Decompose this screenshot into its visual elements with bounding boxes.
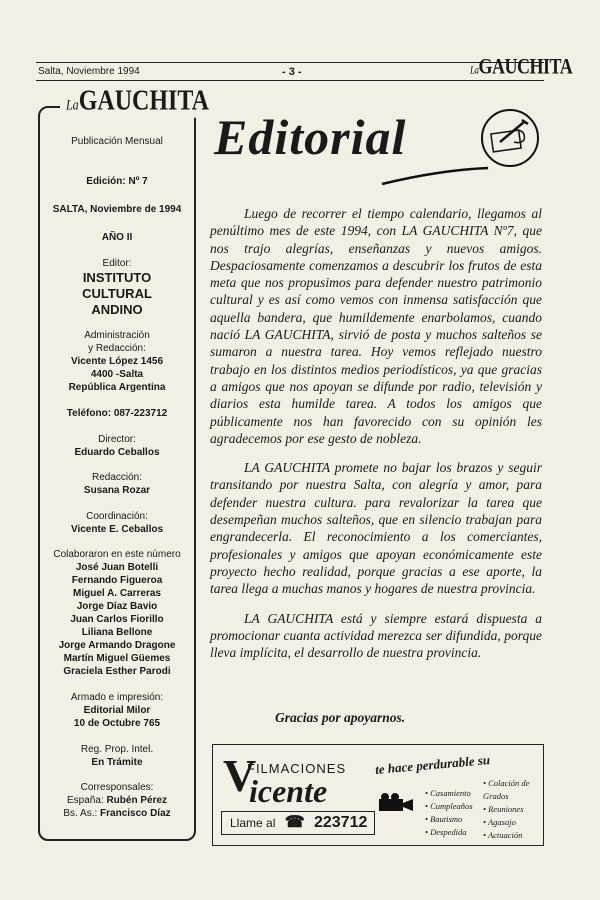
- collaborator: Martín Miguel Güemes: [63, 653, 171, 664]
- writing-hand-icon: [478, 108, 542, 168]
- printer: Editorial Milor: [83, 705, 151, 716]
- editorial-title: Editorial: [214, 109, 407, 165]
- masthead-box: [38, 85, 209, 841]
- coord: Vicente E. Ceballos: [70, 524, 164, 535]
- page-number: - 3 -: [282, 66, 302, 78]
- ad-phone: 223712: [313, 814, 368, 831]
- issue-date: SALTA, Noviembre de 1994: [52, 204, 182, 215]
- ad-filmaciones: FILMACIONES: [247, 761, 347, 776]
- corr-label: Corresponsales:: [80, 782, 154, 793]
- collaborator: Graciela Esther Parodi: [63, 666, 171, 677]
- video-camera-icon: [377, 793, 417, 815]
- correspondent: España: Rubén Pérez: [66, 795, 168, 806]
- masthead-logo: LaGAUCHITA: [60, 85, 215, 117]
- paragraph: LA GAUCHITA está y siempre estará dispuesta a promocionar cuanta actividad merezca ser difundida, porque lleva implícita, el desarrollo de nuestra provincia.: [210, 610, 542, 661]
- year: AÑO II: [101, 232, 133, 243]
- collaborator: Fernando Figueroa: [71, 575, 163, 586]
- edition: Edición: Nº 7: [86, 176, 148, 187]
- editor-line-1: INSTITUTO: [82, 270, 152, 285]
- header-date: Salta, Noviembre 1994: [38, 66, 140, 77]
- phone-icon: ☎: [284, 814, 305, 831]
- ad-initial: V: [223, 750, 257, 801]
- correspondent: Bs. As.: Francisco Díaz: [63, 808, 171, 819]
- admin-label-1: Administración: [84, 330, 150, 341]
- ad-phone-box: Llame al ☎ 223712: [221, 811, 375, 835]
- address-3: República Argentina: [68, 382, 166, 393]
- reg-label: Reg. Prop. Intel.: [80, 744, 154, 755]
- redaccion: Susana Rozar: [83, 485, 151, 496]
- collab-label: Colaboraron en este número: [53, 549, 181, 560]
- director: Eduardo Ceballos: [74, 447, 160, 458]
- ad-tagline: te hace perdurable su: [374, 752, 491, 777]
- redaccion-label: Redacción:: [91, 472, 143, 483]
- thanks-line: Gracias por apoyarnos.: [275, 710, 406, 725]
- address-2: 4400 -Salta: [90, 369, 144, 380]
- title-swoosh: [380, 166, 490, 186]
- collaborator: Miguel A. Carreras: [73, 588, 161, 599]
- events-right: • Colación de Grados • Reuniones • Agasajo • Actuación: [483, 778, 530, 840]
- advertisement: [212, 744, 544, 846]
- paragraph: LA GAUCHITA promete no bajar los brazos y seguir transitando por nuestra Salta, con alegría y amor, para defender nuestra cultura. para revalorizar la tarea que desempeñan muchos salteños, que en silencio trabajan para engrandecerla. El reconocimiento a los comerciantes, profesionales y amigos que apoyan económicamente este proyecto hecho realidad, porque gracias a ese aporte, la tarea llega a muchas manos y hogares de nuestra provincia.: [210, 460, 542, 597]
- editor-line-3: ANDINO: [91, 302, 143, 317]
- ad-brand: icente: [249, 773, 328, 809]
- header-rule-top: [36, 62, 544, 63]
- collaborator: Liliana Bellone: [81, 627, 153, 638]
- address-1: Vicente López 1456: [70, 356, 164, 367]
- editor-line-2: CULTURAL: [82, 286, 152, 301]
- phone: Teléfono: 087-223712: [66, 408, 168, 419]
- publication-type: Publicación Mensual: [71, 136, 163, 147]
- editor-label: Editor:: [102, 258, 132, 269]
- header-logo: LaGAUCHITA: [470, 53, 573, 79]
- admin-label-2: y Redacción:: [88, 343, 146, 354]
- collaborator: Jorge Díaz Bavio: [76, 601, 158, 612]
- header-rule: [36, 80, 544, 81]
- collaborator: José Juan Botelli: [75, 562, 159, 573]
- coord-label: Coordinación:: [86, 511, 148, 522]
- editorial-body: [210, 205, 542, 673]
- director-label: Director:: [98, 434, 136, 445]
- paragraph: Luego de recorrer el tiempo calendario, llegamos al penúltimo mes de este 1994, con LA GAUCHITA Nº7, que nos trajo alegrías, enseñanzas y nuevos amigos. Despaciosamente comenzamos a descubrir los frutos de esta meta que nos propusimos para defender nuestro patrimonio cultural y es así como vemos con inmensa satisfacción que aquella bandera, que humildemente enarbolamos, cuando nació LA GAUCHITA, sirvió de posta y muchos salteños se sumaron a nuestra tarea. Hoy vemos reflejado nuestro trabajo en los distintos medios periodísticos, ya que gracias a amigos que nos apoyan se difunde por radio, televisión y diarios esta humilde tarea. A todos los amigos que públicamente nos han favorecido con su opinión les agradecemos por ese gesto de nobleza.: [210, 206, 542, 446]
- printer-address: 10 de Octubre 765: [73, 718, 161, 729]
- print-label: Armado e impresión:: [70, 692, 164, 703]
- events-left: • Casamiento • Cumpleaños • Bautismo • Despedida: [425, 788, 473, 837]
- reg-status: En Trámite: [91, 757, 143, 768]
- collaborator: Juan Carlos Fiorillo: [70, 614, 164, 625]
- collaborator: Jorge Armando Dragone: [58, 640, 176, 651]
